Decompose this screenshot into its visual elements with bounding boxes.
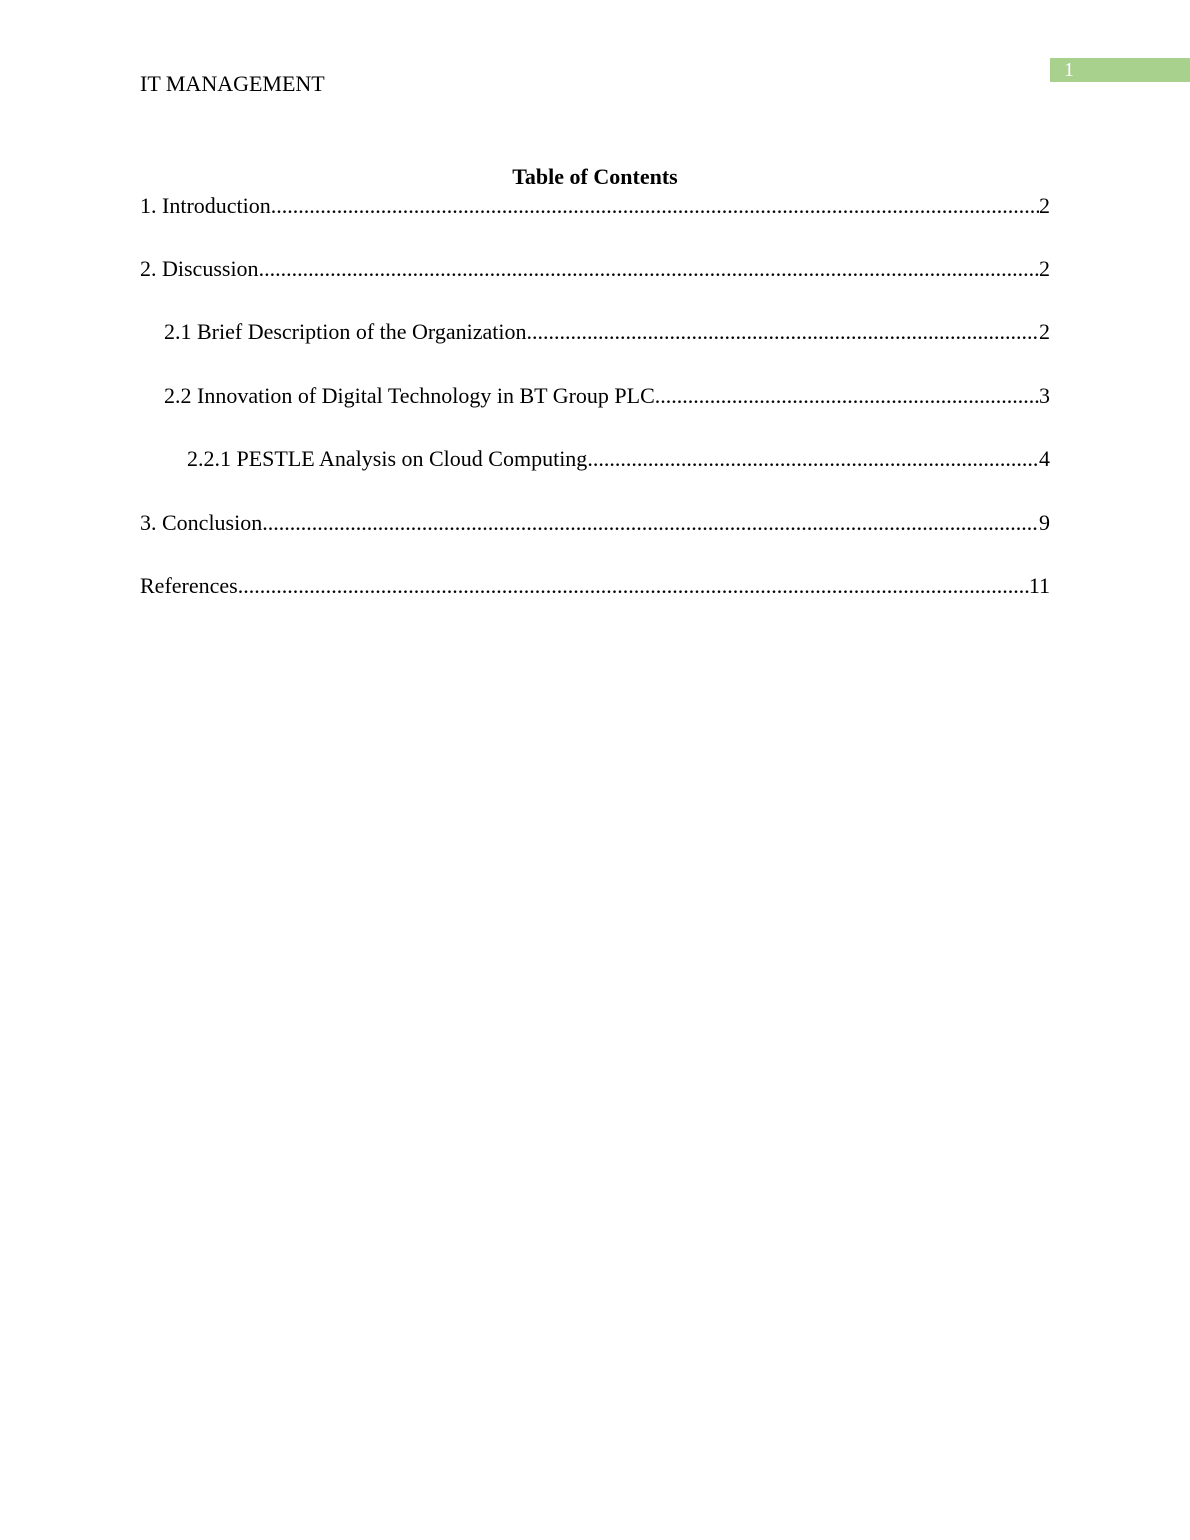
toc-entry-introduction[interactable]: [140, 192, 1050, 220]
toc-entry-page: 3: [1039, 383, 1050, 408]
toc-entry-label: 2.2.1 PESTLE Analysis on Cloud Computing: [187, 446, 588, 471]
toc-entry-conclusion[interactable]: [140, 509, 1050, 537]
toc-leader-dots: [527, 318, 1040, 346]
toc-leader-dots: [655, 382, 1039, 410]
toc-leader-dots: [238, 572, 1029, 600]
toc-entry-label: 3. Conclusion: [140, 510, 263, 535]
toc-leader-dots: [262, 509, 1039, 537]
toc-leader-dots: [271, 192, 1039, 220]
toc-entry-page: 4: [1039, 446, 1050, 471]
toc-entry-page: 2: [1039, 256, 1050, 281]
toc-entry-discussion[interactable]: [140, 255, 1050, 283]
toc-heading: Table of Contents: [512, 164, 678, 189]
toc-entry-page: 9: [1039, 510, 1050, 535]
toc-entry-label: 1. Introduction: [140, 193, 271, 218]
toc-entry-references[interactable]: [140, 572, 1050, 600]
toc-entry-page: 2: [1039, 193, 1050, 218]
toc-entry-innovation[interactable]: [164, 382, 1050, 410]
toc-entry-label: 2. Discussion: [140, 256, 259, 281]
header-title: IT MANAGEMENT: [140, 71, 325, 96]
toc-entry-brief-description[interactable]: [164, 318, 1050, 346]
toc-entry-label: 2.1 Brief Description of the Organization: [164, 319, 527, 344]
page-number-band: [1050, 58, 1190, 82]
toc-leader-dots: [587, 445, 1039, 473]
toc-entry-label: References: [140, 573, 238, 598]
toc-entry-label: 2.2 Innovation of Digital Technology in BT Group PLC: [164, 383, 655, 408]
toc-entry-page: 2: [1039, 319, 1050, 344]
toc-entry-page: 11: [1028, 573, 1050, 598]
toc-leader-dots: [259, 255, 1039, 283]
toc-entry-pestle[interactable]: [187, 445, 1050, 473]
page-number: 1: [1064, 59, 1074, 81]
